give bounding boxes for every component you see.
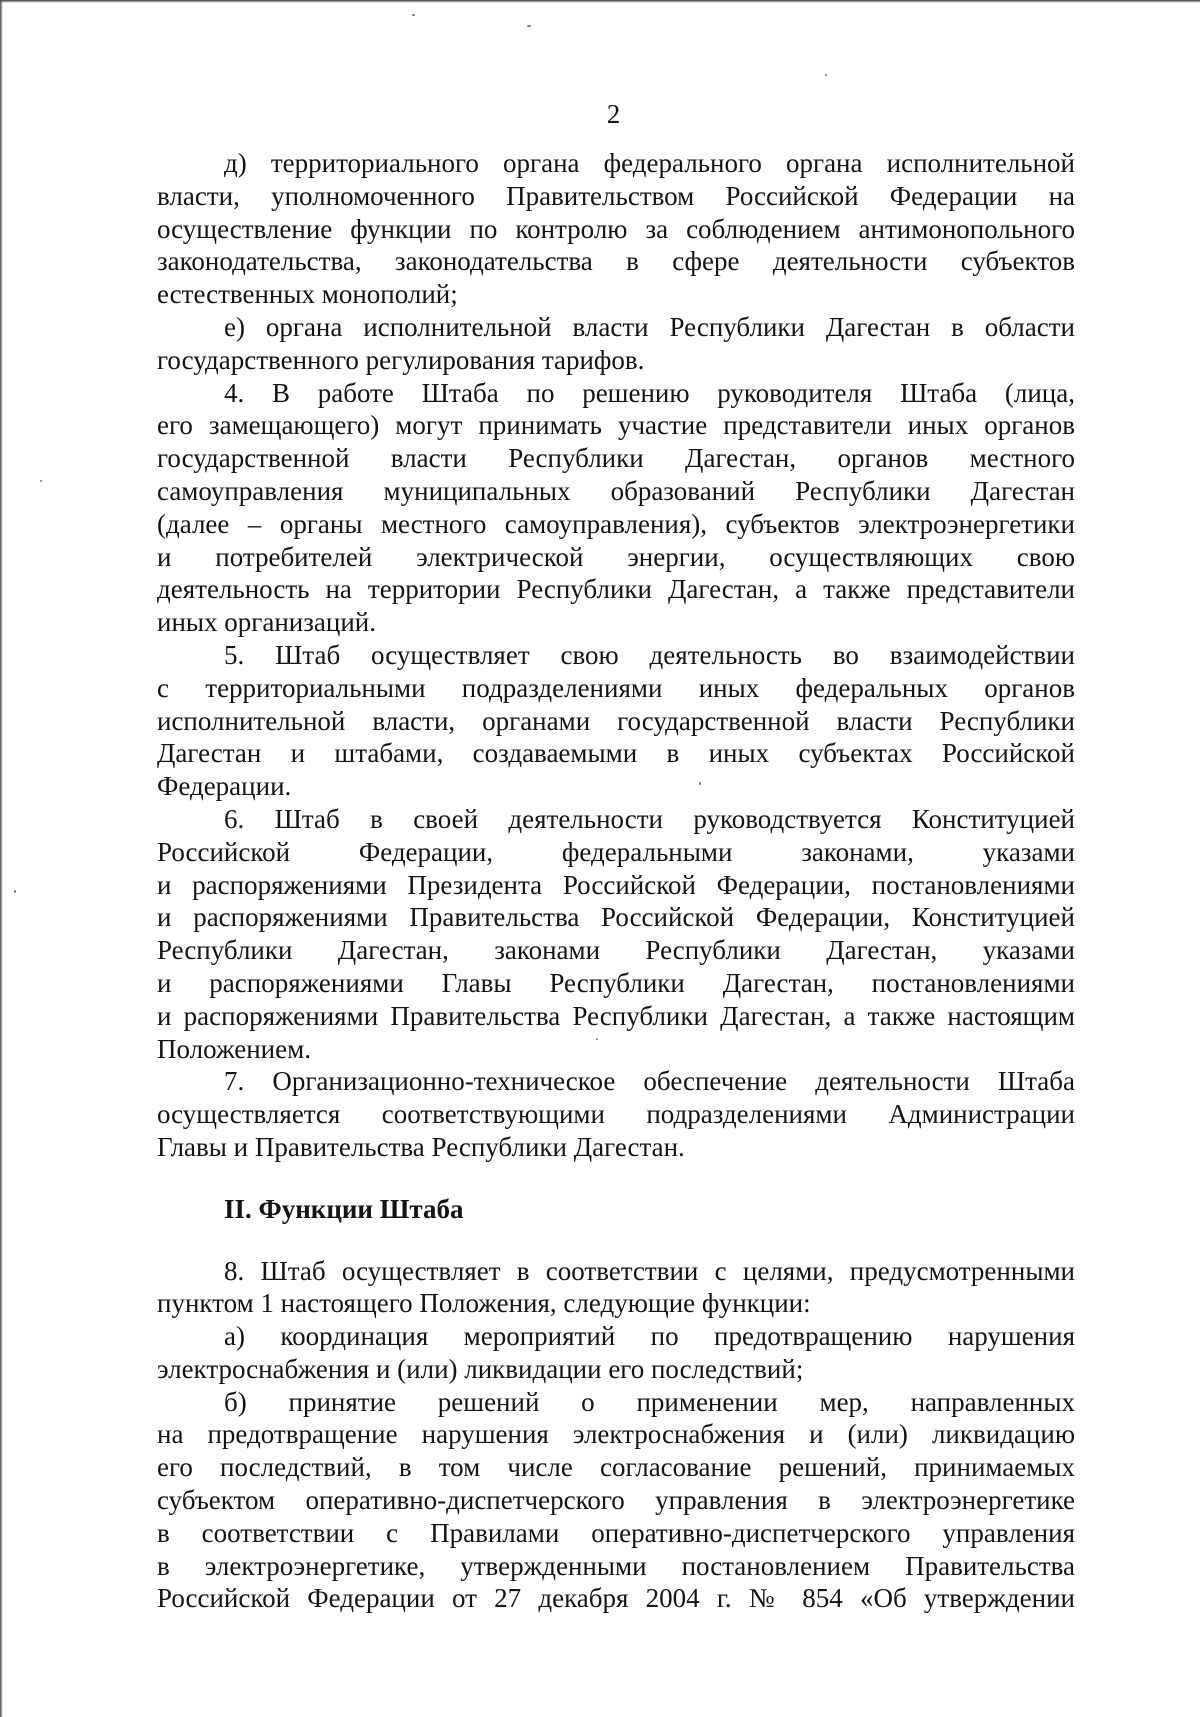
text-line: Российской Федерации от 27 декабря 2004 г. № 854 «Об утверждении [157,1583,1075,1614]
text-line: е) органа исполнительной власти Республики Дагестан в области [224,311,1075,342]
paragraph-8 [157,1255,1075,1321]
paragraph-6 [157,803,1075,1065]
text-line: пунктом 1 настоящего Положения, следующие функции: [157,1288,811,1319]
scan-speck [14,890,16,893]
paragraph-8a [157,1320,1075,1386]
text-line: и распоряжениями Президента Российской Федерации, постановлениями [157,869,1075,900]
paragraph-4 [157,377,1075,639]
page-number: 2 [606,99,621,129]
text-line: осуществление функции по контролю за соблюдением антимонопольного [157,213,1075,244]
scan-speck [527,25,531,27]
text-line: 6. Штаб в своей деятельности руководствуется Конституцией [224,803,1075,834]
text-line: субъектом оперативно-диспетчерского управления в электроэнергетике [157,1485,1075,1516]
scan-speck [825,74,827,76]
text-line: электроснабжения и (или) ликвидации его последствий; [157,1353,804,1384]
text-line: Российской Федерации, федеральными законами, указами [157,836,1075,867]
text-line: Дагестан и штабами, создаваемыми в иных субъектах Российской [157,738,1075,769]
text-line: а) координация мероприятий по предотвращению нарушения [224,1321,1075,1352]
text-line: государственной власти Республики Дагестан, органов местного [157,443,1075,474]
scan-edge-top [0,0,1200,3]
text-line: (далее – органы местного самоуправления), субъектов электроэнергетики [157,508,1075,539]
text-line: деятельность на территории Республики Дагестан, а также представители [157,574,1075,605]
text-line: 5. Штаб осуществляет свою деятельность во взаимодействии [224,639,1075,670]
text-line: на предотвращение нарушения электроснабжения и (или) ликвидацию [157,1419,1075,1450]
text-line: в электроэнергетике, утвержденными постановлением Правительства [157,1550,1075,1581]
text-line: 8. Штаб осуществляет в соответствии с целями, предусмотренными [224,1255,1075,1286]
paragraph-e [157,311,1075,377]
text-line: осуществляется соответствующими подразделениями Администрации [157,1099,1075,1130]
text-line: его последствий, в том числе согласование решений, принимаемых [157,1452,1075,1483]
text-line: исполнительной власти, органами государственной власти Республики [157,705,1075,736]
section-heading: II. Функции Штаба [224,1193,464,1224]
text-line: 4. В работе Штаба по решению руководителя Штаба (лица, [224,377,1075,408]
document-body [157,147,1075,1615]
text-line: Главы и Правительства Республики Дагестан. [157,1131,685,1162]
text-line: и распоряжениями Правительства Республики Дагестан, а также настоящим [157,1000,1075,1031]
paragraph-5 [157,639,1075,803]
text-line: законодательства, законодательства в сфере деятельности субъектов [157,246,1075,277]
text-line: Республики Дагестан, законами Республики Дагестан, указами [157,935,1075,966]
paragraph-8b [157,1386,1075,1616]
text-line: Федерации. [157,771,292,802]
text-line: и распоряжениями Главы Республики Дагестан, постановлениями [157,967,1075,998]
text-line: и распоряжениями Правительства Российской Федерации, Конституцией [157,902,1075,933]
text-line: самоуправления муниципальных образований Республики Дагестан [157,475,1075,506]
text-line: естественных монополий; [157,279,458,310]
paragraph-d [157,147,1075,311]
text-line: в соответствии с Правилами оперативно-диспетчерского управления [157,1517,1075,1548]
text-line: иных организаций. [157,607,376,638]
text-line: власти, уполномоченного Правительством Российской Федерации на [157,180,1075,211]
text-line: б) принятие решений о применении мер, направленных [224,1386,1075,1417]
text-line: его замещающего) могут принимать участие представители иных органов [157,410,1075,441]
paragraph-7 [157,1065,1075,1163]
text-line: Положением. [157,1033,311,1064]
text-line: государственного регулирования тарифов. [157,344,645,375]
scan-speck [40,480,42,482]
scan-speck [412,14,415,16]
text-line: 7. Организационно-техническое обеспечение деятельности Штаба [224,1066,1075,1097]
text-line: с территориальными подразделениями иных федеральных органов [157,672,1075,703]
scan-edge-left [0,0,3,1717]
text-line: и потребителей электрической энергии, осуществляющих свою [157,541,1075,572]
text-line: д) территориального органа федерального органа исполнительной [224,148,1075,178]
